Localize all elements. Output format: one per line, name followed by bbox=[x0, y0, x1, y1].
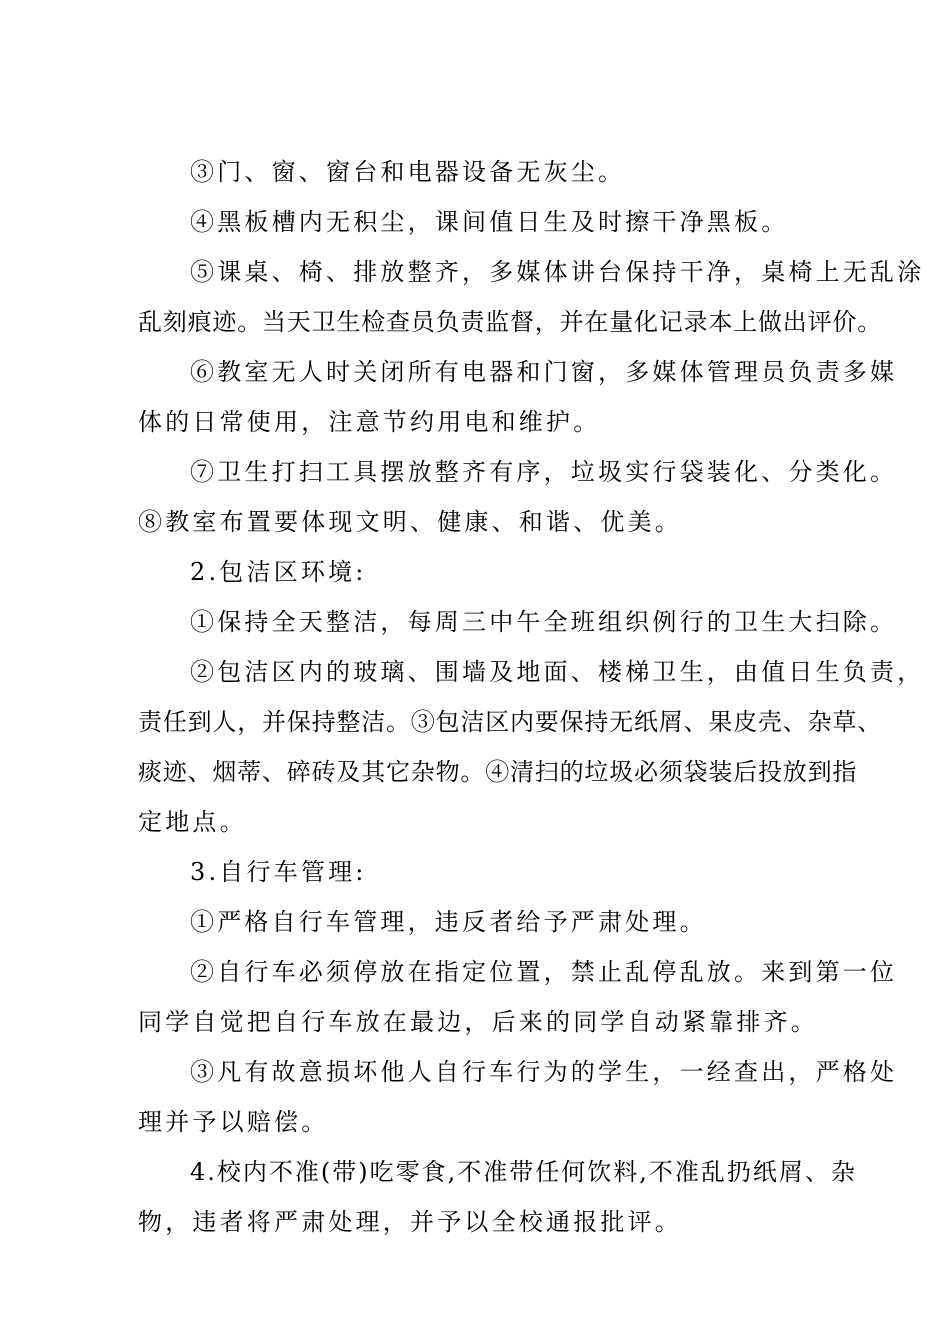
text-line: ⑤课桌、椅、排放整齐，多媒体讲台保持干净，桌椅上无乱涂 bbox=[190, 258, 925, 286]
section-heading: 3.自行车管理: bbox=[190, 858, 367, 886]
text-line: ④黑板槽内无积尘，课间值日生及时擦干净黑板。 bbox=[190, 208, 789, 236]
text-line: ③凡有故意损坏他人自行车行为的学生，一经查出，严格处 bbox=[190, 1058, 898, 1086]
text-line: 乱刻痕迹。当天卫生检查员负责监督，并在量化记录本上做出评价。 bbox=[138, 308, 882, 336]
text-line: 定地点。 bbox=[138, 808, 247, 836]
text-line: 4.校内不准(带)吃零食,不准带任何饮料,不准乱扔纸屑、杂 bbox=[190, 1158, 857, 1186]
text-line: ③门、窗、窗台和电器设备无灰尘。 bbox=[190, 158, 626, 186]
text-line: 物，违者将严肃处理，并予以全校通报批评。 bbox=[138, 1208, 682, 1236]
text-line: 体的日常使用，注意节约用电和维护。 bbox=[138, 408, 601, 436]
text-line: ②包洁区内的玻璃、围墙及地面、楼梯卫生，由值日生负责， bbox=[190, 658, 925, 686]
text-line: ⑥教室无人时关闭所有电器和门窗，多媒体管理员负责多媒 bbox=[190, 358, 898, 386]
text-line: ②自行车必须停放在指定位置，禁止乱停乱放。来到第一位 bbox=[190, 958, 898, 986]
text-line: ①严格自行车管理，违反者给予严肃处理。 bbox=[190, 908, 707, 936]
text-line: 同学自觉把自行车放在最边，后来的同学自动紧靠排齐。 bbox=[138, 1008, 818, 1036]
text-line: 理并予以赔偿。 bbox=[138, 1108, 329, 1136]
text-line: 责任到人，并保持整洁。③包洁区内要保持无纸屑、果皮壳、杂草、 bbox=[138, 708, 882, 736]
text-line: ⑧教室布置要体现文明、健康、和谐、优美。 bbox=[138, 508, 682, 536]
text-line: ⑦卫生打扫工具摆放整齐有序，垃圾实行袋装化、分类化。 bbox=[190, 458, 898, 486]
section-heading: 2.包洁区环境: bbox=[190, 558, 367, 586]
text-line: ①保持全天整洁，每周三中午全班组织例行的卫生大扫除。 bbox=[190, 608, 898, 636]
text-line: 痰迹、烟蒂、碎砖及其它杂物。④清扫的垃圾必须袋装后投放到指 bbox=[138, 758, 858, 786]
